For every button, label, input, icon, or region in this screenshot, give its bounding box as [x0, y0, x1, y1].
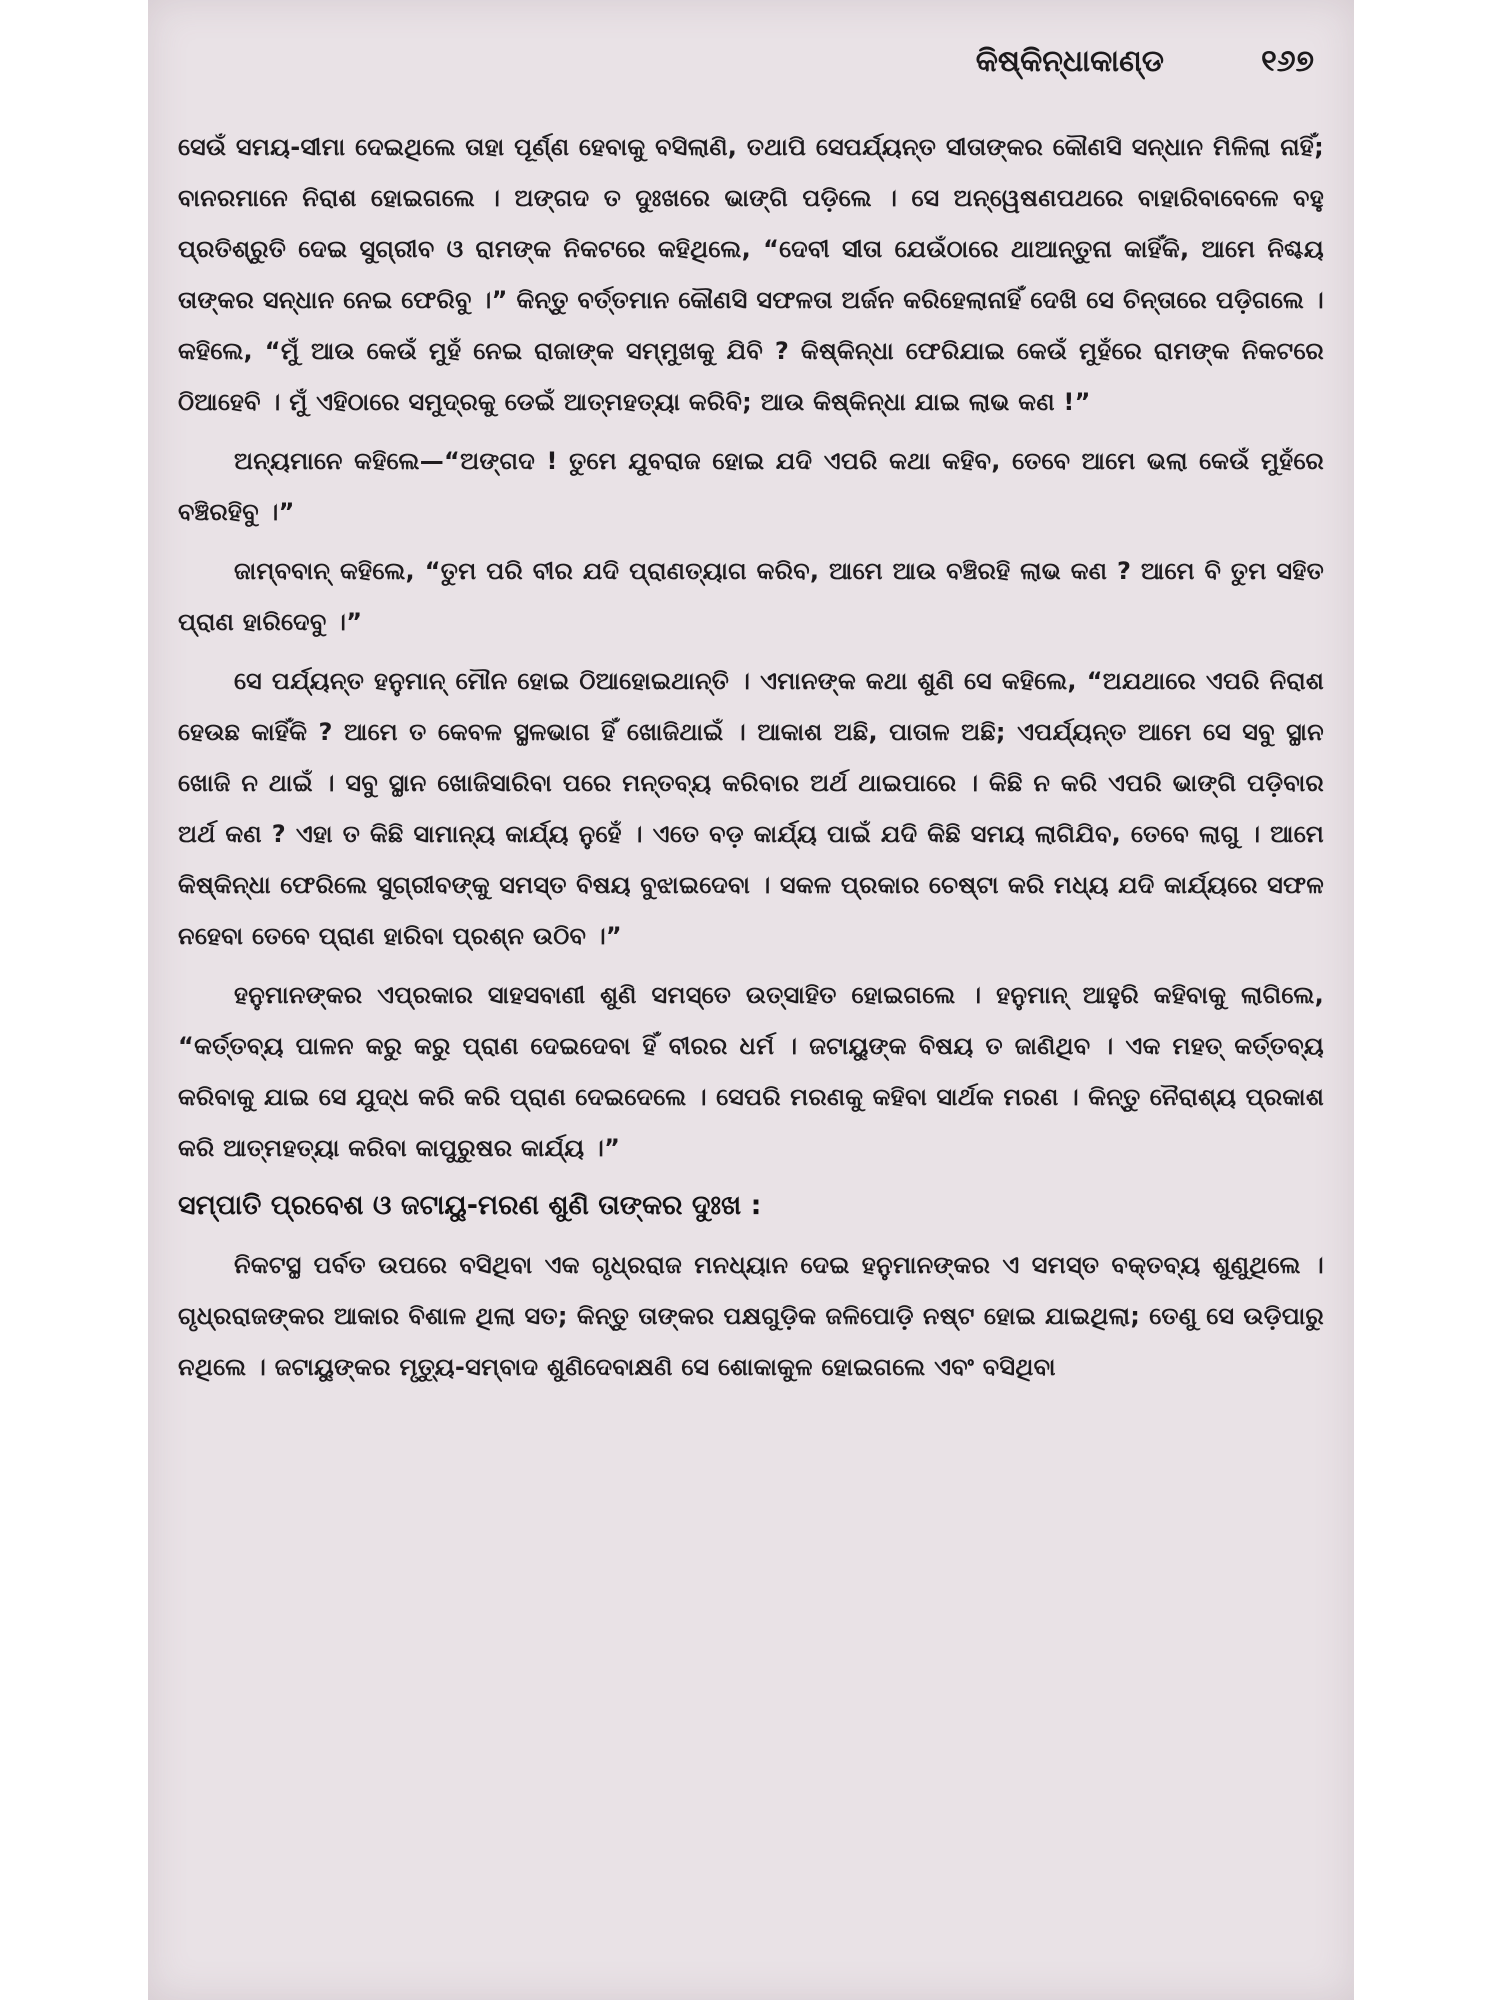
paragraph-3: ଜାମ୍ବବାନ୍ କହିଲେ, “ତୁମ ପରି ବୀର ଯଦି ପ୍ରାଣତ୍ୟାଗ କରିବ, ଆମେ ଆଉ ବଞ୍ଚିରହି ଲାଭ କଣ ? ଆମେ ବି ତୁମ ସହିତ ପ୍ରାଣ ହାରିଦେବୁ ।” — [178, 557, 1324, 636]
page-body — [178, 122, 1324, 1401]
paragraph-2: ଅନ୍ୟମାନେ କହିଲେ—“ଅଙ୍ଗଦ ! ତୁମେ ଯୁବରାଜ ହୋଇ ଯଦି ଏପରି କଥା କହିବ, ତେବେ ଆମେ ଭଲା କେଉଁ ମୁହଁରେ ବଞ୍ଚିରହିବୁ ।” — [178, 447, 1324, 526]
paragraph-4: ସେ ପର୍ଯ୍ୟନ୍ତ ହନୁମାନ୍ ମୌନ ହୋଇ ଠିଆହୋଇଥାନ୍ତି । ଏମାନଙ୍କ କଥା ଶୁଣି ସେ କହିଲେ, “ଅଯଥାରେ ଏପରି ନିରାଶ ହେଉଛ କାହିଁକି ? ଆମେ ତ କେବଳ ସ୍ଥଳଭାଗ ହିଁ ଖୋଜିଥାଇଁ । ଆକାଶ ଅଛି, ପାତାଳ ଅଛି; ଏପର୍ଯ୍ୟନ୍ତ ଆମେ ସେ ସବୁ ସ୍ଥାନ ଖୋଜି ନ ଥାଇଁ । ସବୁ ସ୍ଥାନ ଖୋଜିସାରିବା ପରେ ମନ୍ତବ୍ୟ କରିବାର ଅର୍ଥ ଥାଇପାରେ । କିଛି ନ କରି ଏପରି ଭାଙ୍ଗି ପଡ଼ିବାର ଅର୍ଥ କଣ ? ଏହା ତ କିଛି ସାମାନ୍ୟ କାର୍ଯ୍ୟ ନୁହେଁ । ଏତେ ବଡ଼ କାର୍ଯ୍ୟ ପାଇଁ ଯଦି କିଛି ସମୟ ଲାଗିଯିବ, ତେବେ ଲାଗୁ । ଆମେ କିଷ୍କିନ୍ଧା ଫେରିଲେ ସୁଗ୍ରୀବଙ୍କୁ ସମସ୍ତ ବିଷୟ ବୁଝାଇଦେବା । ସକଳ ପ୍ରକାର ଚେଷ୍ଟା କରି ମଧ୍ୟ ଯଦି କାର୍ଯ୍ୟରେ ସଫଳ ନହେବା ତେବେ ପ୍ରାଣ ହାରିବା ପ୍ରଶ୍ନ ଉଠିବ ।” — [178, 667, 1324, 950]
page-header — [148, 44, 1354, 92]
book-page — [148, 0, 1354, 2000]
page-number: ୧୬୭ — [1261, 44, 1314, 79]
paragraph-5: ହନୁମାନଙ୍କର ଏପ୍ରକାର ସାହସବାଣୀ ଶୁଣି ସମସ୍ତେ ଉତ୍ସାହିତ ହୋଇଗଲେ । ହନୁମାନ୍ ଆହୁରି କହିବାକୁ ଲାଗିଲେ, “କର୍ତ୍ତବ୍ୟ ପାଳନ କରୁ କରୁ ପ୍ରାଣ ଦେଇଦେବା ହିଁ ବୀରର ଧର୍ମ । ଜଟାୟୁଙ୍କ ବିଷୟ ତ ଜାଣିଥିବ । ଏକ ମହତ୍ କର୍ତ୍ତବ୍ୟ କରିବାକୁ ଯାଇ ସେ ଯୁଦ୍ଧ କରି କରି ପ୍ରାଣ ଦେଇଦେଲେ । ସେପରି ମରଣକୁ କହିବା ସାର୍ଥକ ମରଣ । କିନ୍ତୁ ନୈରାଶ୍ୟ ପ୍ରକାଶ କରି ଆତ୍ମହତ୍ୟା କରିବା କାପୁରୁଷର କାର୍ଯ୍ୟ ।” — [178, 981, 1324, 1162]
paragraph-6: ନିକଟସ୍ଥ ପର୍ବତ ଉପରେ ବସିଥିବା ଏକ ଗୃଧ୍ରରାଜ ମନଧ୍ୟାନ ଦେଇ ହନୁମାନଙ୍କର ଏ ସମସ୍ତ ବକ୍ତବ୍ୟ ଶୁଣୁଥିଲେ । ଗୃଧ୍ରରାଜଙ୍କର ଆକାର ବିଶାଳ ଥିଲା ସତ; କିନ୍ତୁ ତାଙ୍କର ପକ୍ଷଗୁଡ଼ିକ ଜଳିପୋଡ଼ି ନଷ୍ଟ ହୋଇ ଯାଇଥିଲା; ତେଣୁ ସେ ଉଡ଼ିପାରୁ ନଥିଲେ । ଜଟାୟୁଙ୍କର ମୃତ୍ୟୁ-ସମ୍ବାଦ ଶୁଣିଦେବାକ୍ଷଣି ସେ ଶୋକାକୁଳ ହୋଇଗଲେ ଏବଂ ବସିଥିବା — [178, 1251, 1324, 1381]
running-head: କିଷ୍କିନ୍ଧାକାଣ୍ଡ — [975, 44, 1164, 79]
paragraph-1: ସେଉଁ ସମୟ-ସୀମା ଦେଇଥିଲେ ତାହା ପୂର୍ଣ୍ଣ ହେବାକୁ ବସିଲାଣି, ତଥାପି ସେପର୍ଯ୍ୟନ୍ତ ସୀତାଙ୍କର କୌଣସି ସନ୍ଧାନ ମିଳିଲା ନାହିଁ; ବାନରମାନେ ନିରାଶ ହୋଇଗଲେ । ଅଙ୍ଗଦ ତ ଦୁଃଖରେ ଭାଙ୍ଗି ପଡ଼ିଲେ । ସେ ଅନ୍ୱେଷଣପଥରେ ବାହାରିବାବେଳେ ବହୁ ପ୍ରତିଶ୍ରୁତି ଦେଇ ସୁଗ୍ରୀବ ଓ ରାମଙ୍କ ନିକଟରେ କହିଥିଲେ, “ଦେବୀ ସୀତା ଯେଉଁଠାରେ ଥାଆନ୍ତୁନା କାହିଁକି, ଆମେ ନିଶ୍ଚୟ ତାଙ୍କର ସନ୍ଧାନ ନେଇ ଫେରିବୁ ।” କିନ୍ତୁ ବର୍ତ୍ତମାନ କୌଣସି ସଫଳତା ଅର୍ଜନ କରିହେଲାନାହିଁ ଦେଖି ସେ ଚିନ୍ତାରେ ପଡ଼ିଗଲେ । କହିଲେ, “ମୁଁ ଆଉ କେଉଁ ମୁହଁ ନେଇ ରାଜାଙ୍କ ସମ୍ମୁଖକୁ ଯିବି ? କିଷ୍କିନ୍ଧା ଫେରିଯାଇ କେଉଁ ମୁହଁରେ ରାମଙ୍କ ନିକଟରେ ଠିଆହେବି । ମୁଁ ଏହିଠାରେ ସମୁଦ୍ରକୁ ଡେଇଁ ଆତ୍ମହତ୍ୟା କରିବି; ଆଉ କିଷ୍କିନ୍ଧା ଯାଇ ଲାଭ କଣ !” — [178, 133, 1324, 416]
section-heading: ସମ୍ପାତି ପ୍ରବେଶ ଓ ଜଟାୟୁ-ମରଣ ଶୁଣି ତାଙ୍କର ଦୁଃଖ : — [178, 1190, 762, 1221]
